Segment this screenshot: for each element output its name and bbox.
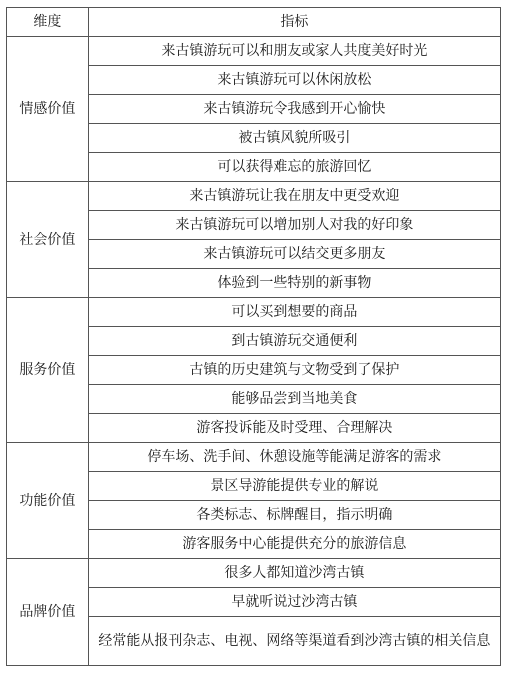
dimension-cell: 社会价值 [7,182,89,298]
indicator-cell: 可以买到想要的商品 [88,298,500,327]
table-row [7,298,501,327]
indicator-cell: 游客服务中心能提供充分的旅游信息 [88,530,500,559]
header-dimension: 维度 [7,8,89,37]
indicator-table [6,7,501,666]
indicator-cell: 能够品尝到当地美食 [88,385,500,414]
indicator-cell: 到古镇游玩交通便利 [88,327,500,356]
table-container [6,7,501,666]
dimension-cell: 功能价值 [7,443,89,559]
indicator-cell: 来古镇游玩让我在朋友中更受欢迎 [88,182,500,211]
indicator-cell: 可以获得难忘的旅游回忆 [88,153,500,182]
dimension-cell: 情感价值 [7,37,89,182]
indicator-cell: 来古镇游玩可以休闲放松 [88,66,500,95]
indicator-cell: 早就听说过沙湾古镇 [88,588,500,617]
table-row [7,182,501,211]
indicator-cell: 景区导游能提供专业的解说 [88,472,500,501]
indicator-cell: 被古镇风貌所吸引 [88,124,500,153]
indicator-cell: 体验到一些特别的新事物 [88,269,500,298]
indicator-cell: 来古镇游玩可以增加别人对我的好印象 [88,211,500,240]
header-row [7,8,501,37]
header-indicator: 指标 [88,8,500,37]
dimension-cell: 服务价值 [7,298,89,443]
table-row [7,559,501,588]
table-row [7,37,501,66]
table-row [7,443,501,472]
indicator-cell: 来古镇游玩可以结交更多朋友 [88,240,500,269]
indicator-cell: 很多人都知道沙湾古镇 [88,559,500,588]
indicator-cell: 各类标志、标牌醒目，指示明确 [88,501,500,530]
indicator-cell: 古镇的历史建筑与文物受到了保护 [88,356,500,385]
indicator-cell: 来古镇游玩令我感到开心愉快 [88,95,500,124]
indicator-cell: 来古镇游玩可以和朋友或家人共度美好时光 [88,37,500,66]
indicator-cell: 停车场、洗手间、休憩设施等能满足游客的需求 [88,443,500,472]
dimension-cell: 品牌价值 [7,559,89,666]
indicator-cell: 游客投诉能及时受理、合理解决 [88,414,500,443]
indicator-cell: 经常能从报刊杂志、电视、网络等渠道看到沙湾古镇的相关信息 [88,617,500,666]
